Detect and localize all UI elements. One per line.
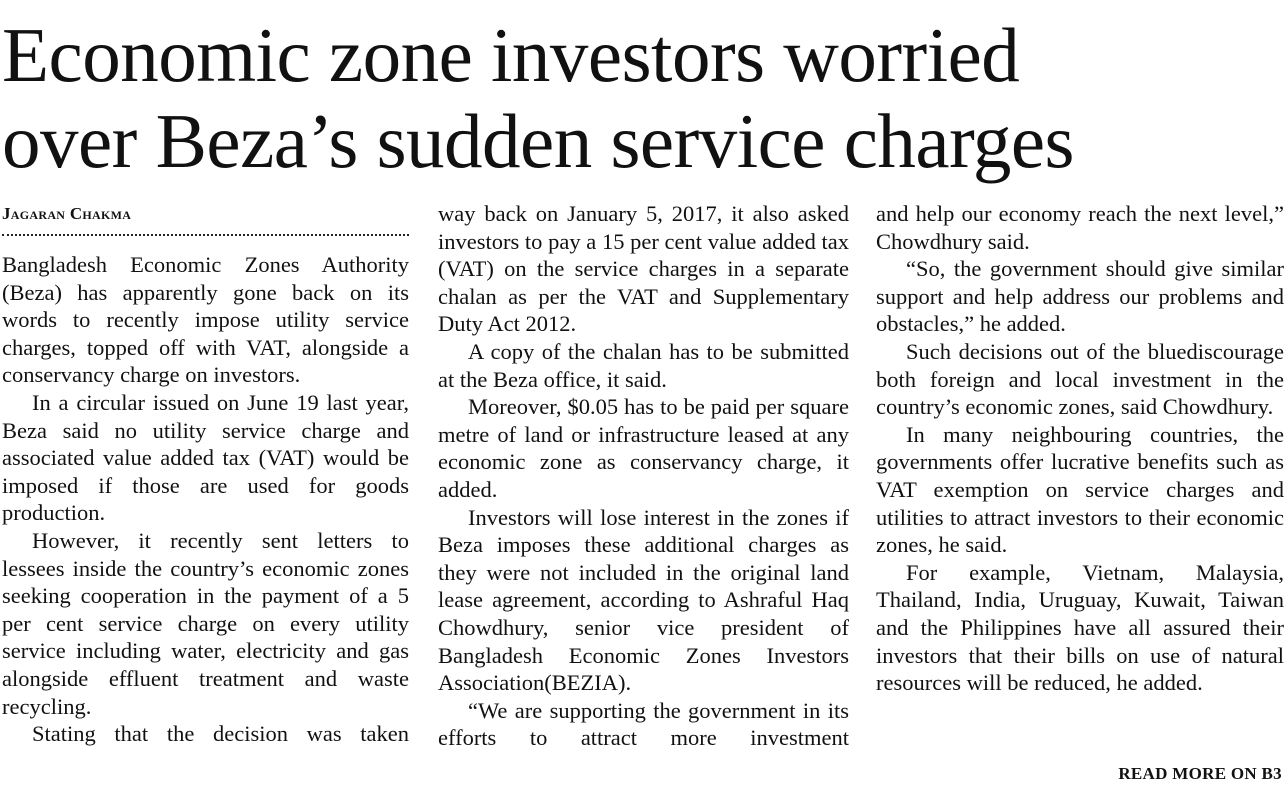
paragraph: For example, Vietnam, Malaysia, Thailand, India, Uruguay, Kuwait, Taiwan and the Philippines have all assured their investors that their bills on use of natural resources will be reduced, he added. — [876, 559, 1284, 696]
paragraph: Bangladesh Economic Zones Authority (Beza) has apparently gone back on its words to recently impose utility service charges, topped off with VAT, alongside a conservancy charge on investors. — [2, 252, 409, 388]
paragraph: In a circular issued on June 19 last year, Beza said no utility service charge and associated value added tax (VAT) would be imposed if those are used for goods production. — [2, 389, 409, 526]
article-column-2 — [438, 200, 849, 752]
article-column-3 — [876, 200, 1284, 697]
paragraph: Such decisions out of the bluediscourage both foreign and local investment in the country’s economic zones, said Chowdhury. — [876, 338, 1284, 420]
headline — [2, 12, 1284, 184]
byline: Jagaran Chakma — [2, 204, 132, 223]
paragraph: way back on January 5, 2017, it also asked investors to pay a 15 per cent value added tax (VAT) on the service charges in a separate chalan as per the VAT and Supplementary Duty Act 2012. — [438, 201, 849, 337]
byline-divider — [2, 234, 409, 236]
paragraph: A copy of the chalan has to be submitted at the Beza office, it said. — [438, 338, 849, 392]
paragraph: However, it recently sent letters to lessees inside the country’s economic zones seeking cooperation in the payment of a 5 per cent service charge on every utility service including water, electricity and gas alongside effluent treatment and waste recycling. — [2, 527, 409, 719]
paragraph: In many neighbouring countries, the governments offer lucrative benefits such as VAT exemption on service charges and utilities to attract investors to their economic zones, he said. — [876, 421, 1284, 558]
paragraph: Moreover, $0.05 has to be paid per square metre of land or infrastructure leased at any economic zone as conservancy charge, it added. — [438, 394, 849, 502]
paragraph: and help our economy reach the next level,” Chowdhury said. — [876, 201, 1284, 254]
article-column-1 — [2, 200, 409, 748]
paragraph: “So, the government should give similar support and help address our problems and obstacles,” he added. — [876, 256, 1284, 337]
headline-line-2: over Beza’s sudden service charges — [2, 98, 1074, 184]
paragraph: “We are supporting the government in its efforts to attract more investment — [438, 697, 849, 751]
headline-line-1: Economic zone investors worried — [2, 12, 1020, 98]
paragraph: Investors will lose interest in the zones if Beza imposes these additional charges as they were not included in the original land lease agreement, according to Ashraful Haq Chowdhury, senior vice president of Bangladesh Economic Zones Investors Association(BEZIA). — [438, 504, 849, 696]
read-more-link[interactable]: READ MORE ON B3 — [1118, 764, 1282, 783]
paragraph: Stating that the decision was taken — [32, 721, 409, 747]
